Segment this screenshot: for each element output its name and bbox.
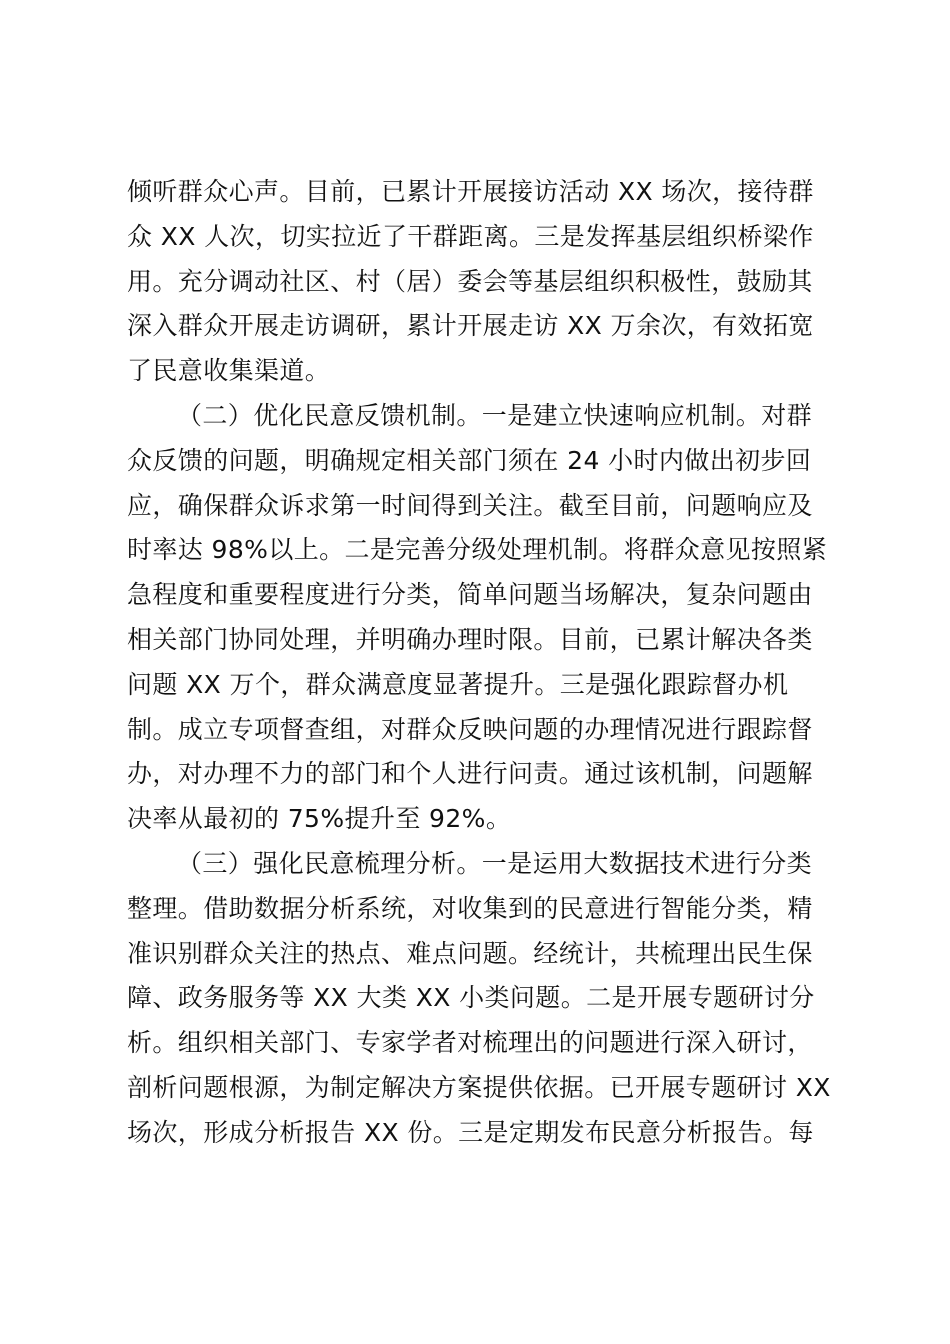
- text-line: 制。成立专项督查组，对群众反映问题的办理情况进行跟踪督: [127, 714, 813, 744]
- section-heading-line: （三）强化民意梳理分析。一是运用大数据技术进行分类: [177, 848, 813, 878]
- document-body: [127, 170, 831, 1156]
- text-line: 整理。借助数据分析系统，对收集到的民意进行智能分类，精: [127, 893, 813, 923]
- text-line: 用。充分调动社区、村（居）委会等基层组织积极性，鼓励其: [127, 266, 813, 296]
- text-line: 问题 XX 万个，群众满意度显著提升。三是强化跟踪督办机: [127, 669, 789, 699]
- text-line: 急程度和重要程度进行分类，简单问题当场解决，复杂问题由: [127, 580, 813, 610]
- text-line: 场次，形成分析报告 XX 份。三是定期发布民意分析报告。每: [127, 1117, 814, 1147]
- text-line: 时率达 98%以上。二是完善分级处理机制。将群众意见按照紧: [127, 535, 828, 565]
- text-line: 相关部门协同处理，并明确办理时限。目前，已累计解决各类: [127, 624, 813, 654]
- section-heading-line: （二）优化民意反馈机制。一是建立快速响应机制。对群: [177, 400, 813, 430]
- text-line: 应，确保群众诉求第一时间得到关注。截至目前，问题响应及: [127, 490, 813, 520]
- text-line: 析。组织相关部门、专家学者对梳理出的问题进行深入研讨，: [127, 1028, 813, 1058]
- text-line: 剖析问题根源，为制定解决方案提供依据。已开展专题研讨 XX: [127, 1072, 831, 1102]
- text-line: 障、政务服务等 XX 大类 XX 小类问题。二是开展专题研讨分: [127, 983, 815, 1013]
- text-line: 众反馈的问题，明确规定相关部门须在 24 小时内做出初步回: [127, 445, 812, 475]
- text-line: 众 XX 人次，切实拉近了干群距离。三是发挥基层组织桥梁作: [127, 221, 814, 251]
- text-line: 深入群众开展走访调研，累计开展走访 XX 万余次，有效拓宽: [127, 311, 814, 341]
- text-line: 决率从最初的 75%提升至 92%。: [127, 804, 512, 834]
- text-line: 办，对办理不力的部门和个人进行问责。通过该机制，问题解: [127, 759, 813, 789]
- text-line: 准识别群众关注的热点、难点问题。经统计，共梳理出民生保: [127, 938, 813, 968]
- text-line: 倾听群众心声。目前，已累计开展接访活动 XX 场次，接待群: [127, 177, 814, 206]
- text-line: 了民意收集渠道。: [127, 356, 331, 386]
